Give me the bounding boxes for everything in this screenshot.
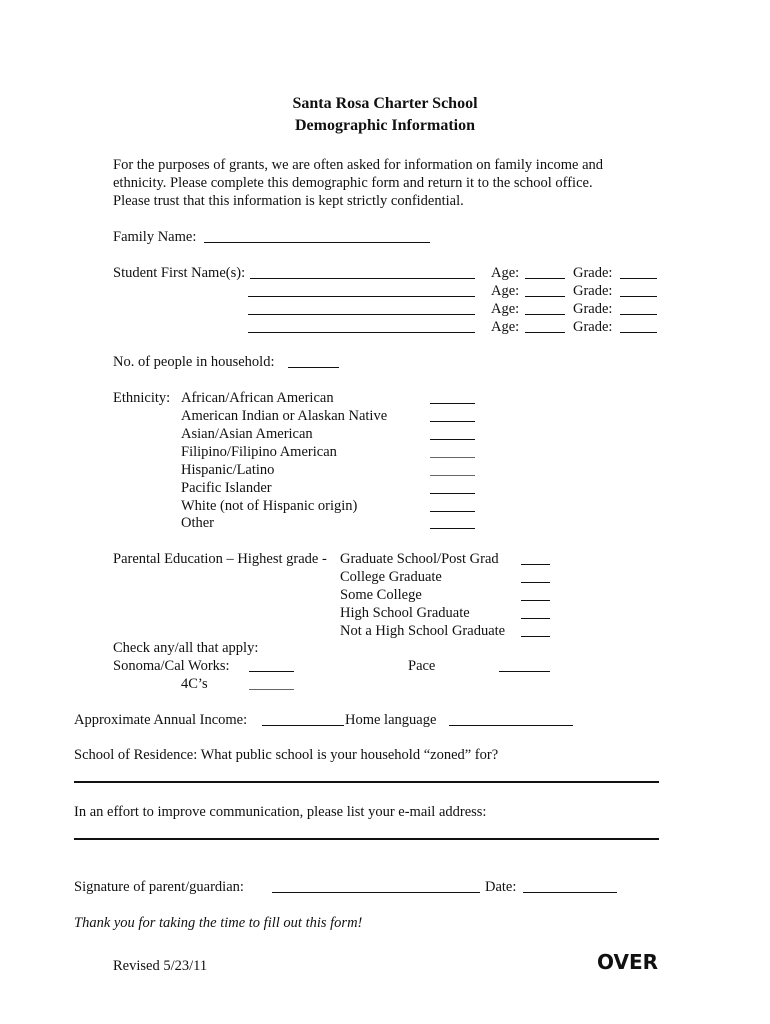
grade-field-4[interactable]: [620, 319, 657, 333]
ethnicity-field-8[interactable]: [430, 515, 475, 529]
ethnicity-field-7[interactable]: [430, 498, 475, 512]
fourcs-label: 4C’s: [181, 676, 208, 692]
ethnicity-option-african-american: African/African American: [181, 390, 334, 406]
student-name-field-4[interactable]: [248, 319, 475, 333]
ethnicity-field-5[interactable]: [430, 462, 475, 476]
grade-label-2: Grade:: [573, 283, 613, 299]
grade-label-1: Grade:: [573, 265, 613, 281]
family-name-label: Family Name:: [113, 229, 197, 245]
ethnicity-option-pacific-islander: Pacific Islander: [181, 480, 272, 496]
student-name-field-1[interactable]: [250, 265, 475, 279]
revised-date: Revised 5/23/11: [113, 958, 208, 974]
over-marker: OVER: [597, 950, 659, 974]
family-name-field[interactable]: [204, 229, 430, 243]
date-label: Date:: [485, 879, 517, 895]
grade-label-3: Grade:: [573, 301, 613, 317]
ethnicity-field-1[interactable]: [430, 390, 475, 404]
student-names-label: Student First Name(s):: [113, 265, 246, 281]
form-title: Demographic Information: [295, 117, 475, 134]
student-name-field-2[interactable]: [248, 283, 475, 297]
household-label: No. of people in household:: [113, 354, 275, 370]
ethnicity-field-6[interactable]: [430, 480, 475, 494]
intro-line-3: Please trust that this information is kept strictly confidential.: [113, 193, 464, 209]
thank-you-note: Thank you for taking the time to fill out this form!: [74, 915, 363, 931]
date-field[interactable]: [523, 879, 617, 893]
signature-label: Signature of parent/guardian:: [74, 879, 244, 895]
ethnicity-option-white: White (not of Hispanic origin): [181, 498, 358, 514]
ethnicity-option-hispanic: Hispanic/Latino: [181, 462, 275, 478]
age-label-2: Age:: [491, 283, 520, 299]
grade-field-3[interactable]: [620, 301, 657, 315]
education-field-2[interactable]: [521, 569, 550, 583]
email-label: In an effort to improve communication, please list your e-mail address:: [74, 804, 487, 820]
school-name: Santa Rosa Charter School: [292, 95, 478, 112]
income-label: Approximate Annual Income:: [74, 712, 248, 728]
ethnicity-option-filipino: Filipino/Filipino American: [181, 444, 337, 460]
ethnicity-label: Ethnicity:: [113, 390, 171, 406]
age-label-1: Age:: [491, 265, 520, 281]
ethnicity-option-american-indian: American Indian or Alaskan Native: [181, 408, 388, 424]
pace-field[interactable]: [499, 658, 550, 672]
ethnicity-option-other: Other: [181, 515, 215, 531]
education-field-1[interactable]: [521, 551, 550, 565]
grade-label-4: Grade:: [573, 319, 613, 335]
ethnicity-field-2[interactable]: [430, 408, 475, 422]
ethnicity-field-4[interactable]: [430, 444, 475, 458]
age-label-4: Age:: [491, 319, 520, 335]
student-name-field-3[interactable]: [248, 301, 475, 315]
home-language-label: Home language: [345, 712, 437, 728]
residence-answer-line[interactable]: [74, 781, 659, 783]
education-field-3[interactable]: [521, 587, 550, 601]
home-language-field[interactable]: [449, 712, 573, 726]
age-field-1[interactable]: [525, 265, 565, 279]
grade-field-2[interactable]: [620, 283, 657, 297]
grade-field-1[interactable]: [620, 265, 657, 279]
education-field-5[interactable]: [521, 623, 550, 637]
age-field-3[interactable]: [525, 301, 565, 315]
signature-field[interactable]: [272, 879, 480, 893]
education-option-high-school: High School Graduate: [340, 605, 470, 621]
education-option-college-graduate: College Graduate: [340, 569, 442, 585]
education-label: Parental Education – Highest grade -: [113, 551, 327, 567]
ethnicity-field-3[interactable]: [430, 426, 475, 440]
email-answer-line[interactable]: [74, 838, 659, 840]
sonoma-cal-works-field[interactable]: [249, 658, 294, 672]
household-field[interactable]: [288, 354, 339, 368]
pace-label: Pace: [408, 658, 436, 674]
education-field-4[interactable]: [521, 605, 550, 619]
education-option-not-high-school: Not a High School Graduate: [340, 623, 506, 639]
education-option-some-college: Some College: [340, 587, 422, 603]
fourcs-field[interactable]: [249, 676, 294, 690]
ethnicity-option-asian: Asian/Asian American: [181, 426, 313, 442]
intro-line-1: For the purposes of grants, we are often asked for information on family income and: [113, 157, 604, 173]
intro-line-2: ethnicity. Please complete this demographic form and return it to the school office.: [113, 175, 593, 191]
age-field-4[interactable]: [525, 319, 565, 333]
age-field-2[interactable]: [525, 283, 565, 297]
sonoma-cal-works-label: Sonoma/Cal Works:: [113, 658, 230, 674]
education-option-graduate-school: Graduate School/Post Grad: [340, 551, 499, 567]
residence-label: School of Residence: What public school is your household “zoned” for?: [74, 747, 499, 763]
age-label-3: Age:: [491, 301, 520, 317]
programs-label: Check any/all that apply:: [113, 640, 259, 656]
income-field[interactable]: [262, 712, 344, 726]
